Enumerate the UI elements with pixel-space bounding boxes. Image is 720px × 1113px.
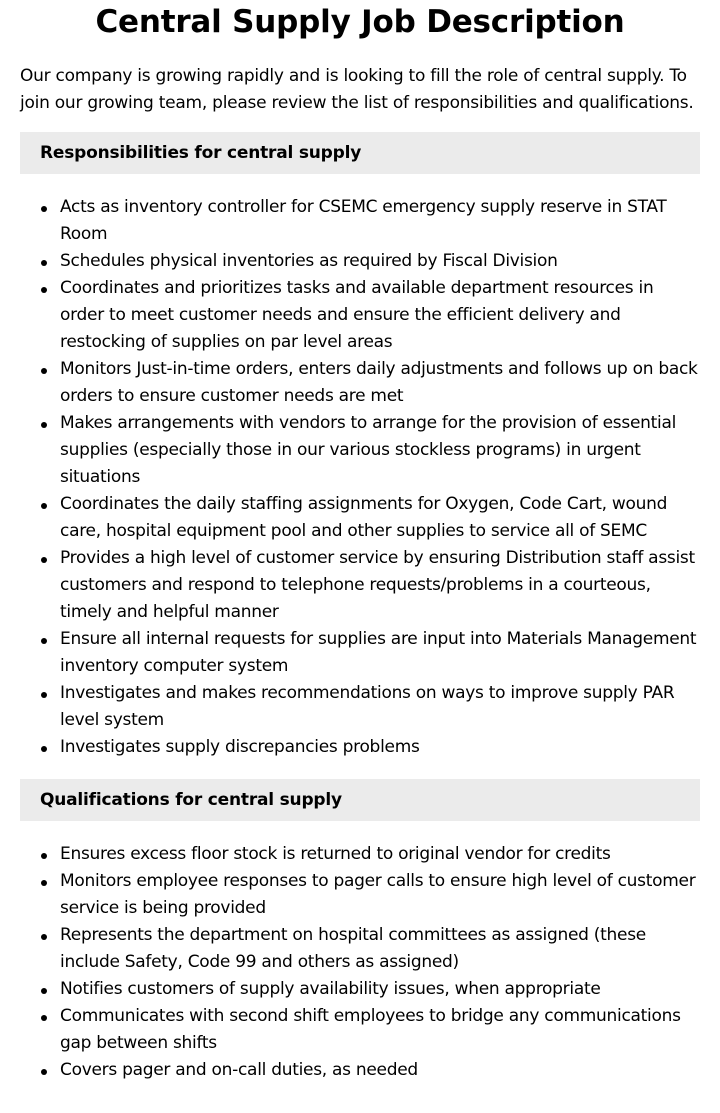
list-item: Ensures excess floor stock is returned to original vendor for credits [60,841,700,868]
list-item: Acts as inventory controller for CSEMC emergency supply reserve in STAT Room [60,194,700,248]
list-item: Coordinates and prioritizes tasks and available department resources in order to meet customer needs and ensure the efficient delivery and restocking of supplies on par level areas [60,275,700,356]
list-item: Coordinates the daily staffing assignments for Oxygen, Code Cart, wound care, hospital equipment pool and other supplies to service all of SEMC [60,491,700,545]
list-item: Investigates and makes recommendations on ways to improve supply PAR level system [60,680,700,734]
responsibilities-list [20,194,700,761]
list-item: Ensure all internal requests for supplies are input into Materials Management inventory computer system [60,626,700,680]
list-item: Provides a high level of customer service by ensuring Distribution staff assist customers and respond to telephone requests/problems in a courteous, timely and helpful manner [60,545,700,626]
list-item: Schedules physical inventories as required by Fiscal Division [60,248,700,275]
intro-paragraph: Our company is growing rapidly and is looking to fill the role of central supply. To join our growing team, please review the list of responsibilities and qualifications. [20,66,694,113]
job-description-page [0,2,720,1084]
list-item: Investigates supply discrepancies problems [60,734,700,761]
page-title: Central Supply Job Description [95,4,625,40]
qualifications-list [20,841,700,1084]
responsibilities-heading: Responsibilities for central supply [20,132,700,174]
qualifications-heading: Qualifications for central supply [20,779,700,821]
list-item: Communicates with second shift employees to bridge any communications gap between shifts [60,1003,700,1057]
list-item: Notifies customers of supply availability issues, when appropriate [60,976,700,1003]
list-item: Makes arrangements with vendors to arrange for the provision of essential supplies (especially those in our various stockless programs) in urgent situations [60,410,700,491]
list-item: Represents the department on hospital committees as assigned (these include Safety, Code 99 and others as assigned) [60,922,700,976]
list-item: Covers pager and on-call duties, as needed [60,1057,700,1084]
list-item: Monitors Just-in-time orders, enters daily adjustments and follows up on back orders to ensure customer needs are met [60,356,700,410]
list-item: Monitors employee responses to pager calls to ensure high level of customer service is being provided [60,868,700,922]
